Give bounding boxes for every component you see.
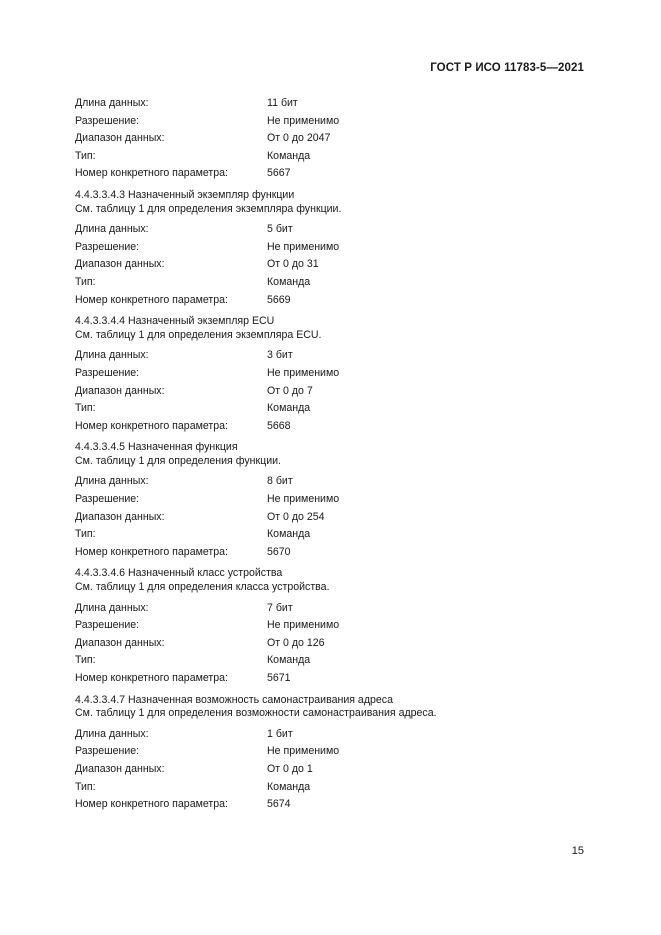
section-heading: 4.4.3.3.4.5 Назначенная функция xyxy=(75,441,238,454)
row-label: Разрешение: xyxy=(75,240,140,253)
parameter-section xyxy=(75,315,595,435)
row-value: 1 бит xyxy=(267,727,293,740)
row-label: Разрешение: xyxy=(75,366,140,379)
table-row xyxy=(75,617,595,635)
parameter-section xyxy=(75,694,595,814)
row-value: 11 бит xyxy=(267,97,298,109)
section-heading: 4.4.3.3.4.6 Назначенный класс устройства xyxy=(75,567,283,580)
row-value: От 0 до 7 xyxy=(267,384,313,397)
table-row xyxy=(75,670,595,688)
page-number: 15 xyxy=(571,845,584,857)
row-label: Разрешение: xyxy=(75,619,140,632)
row-value: Команда xyxy=(267,402,311,415)
section-heading: 4.4.3.3.4.3 Назначенный экземпляр функции xyxy=(75,188,295,201)
row-label: Номер конкретного параметра: xyxy=(75,167,228,180)
table-row xyxy=(75,473,595,491)
table-row xyxy=(75,509,595,527)
table-row xyxy=(75,347,595,365)
parameter-section xyxy=(75,189,595,309)
row-label: Тип: xyxy=(75,528,96,541)
parameter-section xyxy=(75,441,595,561)
row-label: Разрешение: xyxy=(75,493,140,506)
row-label: Диапазон данных: xyxy=(75,132,165,145)
row-value: 5667 xyxy=(267,167,291,180)
table-row xyxy=(75,796,595,814)
table-row xyxy=(75,526,595,544)
row-value: Команда xyxy=(267,275,311,288)
row-label: Диапазон данных: xyxy=(75,510,165,523)
table-row xyxy=(75,726,595,744)
row-label: Диапазон данных: xyxy=(75,636,165,649)
row-value: 5 бит xyxy=(267,223,293,236)
row-value: 7 бит xyxy=(267,601,293,614)
table-row xyxy=(75,239,595,257)
parameter-table xyxy=(75,95,595,183)
row-label: Диапазон данных: xyxy=(75,762,165,775)
row-value: 5674 xyxy=(267,798,291,811)
row-label: Тип: xyxy=(75,654,96,667)
section-description: См. таблицу 1 для определения функции. xyxy=(75,454,281,467)
section-description: См. таблицу 1 для определения экземпляра ECU. xyxy=(75,328,322,341)
row-label: Диапазон данных: xyxy=(75,384,165,397)
row-label: Тип: xyxy=(75,149,96,162)
row-label: Тип: xyxy=(75,402,96,415)
row-label: Длина данных: xyxy=(75,727,149,740)
table-row xyxy=(75,113,595,131)
row-value: От 0 до 126 xyxy=(267,636,325,649)
row-value: Не применимо xyxy=(267,114,340,127)
table-row xyxy=(75,635,595,653)
row-label: Тип: xyxy=(75,275,96,288)
table-row xyxy=(75,779,595,797)
table-row xyxy=(75,761,595,779)
row-value: От 0 до 254 xyxy=(267,510,325,523)
document-code: ГОСТ Р ИСО 11783-5—2021 xyxy=(430,62,584,74)
row-value: От 0 до 2047 xyxy=(267,132,331,145)
section-description: См. таблицу 1 для определения возможности самонастраивания адреса. xyxy=(75,707,437,720)
table-row xyxy=(75,148,595,166)
table-row xyxy=(75,743,595,761)
table-row xyxy=(75,256,595,274)
table-row xyxy=(75,600,595,618)
table-row xyxy=(75,383,595,401)
page-content xyxy=(75,95,595,814)
row-label: Номер конкретного параметра: xyxy=(75,672,228,684)
row-label: Длина данных: xyxy=(75,223,149,236)
table-row xyxy=(75,130,595,148)
row-label: Длина данных: xyxy=(75,601,149,614)
table-row xyxy=(75,400,595,418)
row-value: Не применимо xyxy=(267,619,340,632)
table-row xyxy=(75,418,595,436)
row-value: 5669 xyxy=(267,293,291,306)
row-value: Команда xyxy=(267,149,311,162)
row-label: Номер конкретного параметра: xyxy=(75,545,228,558)
row-value: Команда xyxy=(267,654,311,667)
row-value: От 0 до 31 xyxy=(267,258,319,271)
table-row xyxy=(75,544,595,562)
row-label: Разрешение: xyxy=(75,745,140,758)
row-label: Номер конкретного параметра: xyxy=(75,419,228,432)
row-value: Не применимо xyxy=(267,366,340,379)
table-row xyxy=(75,365,595,383)
row-value: 8 бит xyxy=(267,475,293,488)
table-row xyxy=(75,292,595,310)
row-label: Длина данных: xyxy=(75,475,149,488)
table-row xyxy=(75,652,595,670)
table-row xyxy=(75,165,595,183)
row-value: 3 бит xyxy=(267,349,293,362)
row-label: Длина данных: xyxy=(75,97,149,109)
table-row xyxy=(75,491,595,509)
section-description: См. таблицу 1 для определения экземпляра функции. xyxy=(75,202,342,215)
row-label: Номер конкретного параметра: xyxy=(75,798,228,811)
row-value: 5670 xyxy=(267,545,291,558)
section-heading: 4.4.3.3.4.7 Назначенная возможность самонастраивания адреса xyxy=(75,693,393,706)
section-description: См. таблицу 1 для определения класса устройства. xyxy=(75,581,330,594)
row-value: Не применимо xyxy=(267,493,340,506)
row-value: 5671 xyxy=(267,672,291,684)
row-value: Не применимо xyxy=(267,240,340,253)
row-value: От 0 до 1 xyxy=(267,762,313,775)
row-label: Разрешение: xyxy=(75,114,140,127)
parameter-section xyxy=(75,567,595,687)
row-value: Не применимо xyxy=(267,745,340,758)
row-value: 5668 xyxy=(267,419,291,432)
table-row xyxy=(75,274,595,292)
row-value: Команда xyxy=(267,528,311,541)
row-label: Длина данных: xyxy=(75,349,149,362)
row-label: Диапазон данных: xyxy=(75,258,165,271)
row-value: Команда xyxy=(267,780,311,793)
table-row xyxy=(75,95,595,113)
row-label: Тип: xyxy=(75,780,96,793)
table-row xyxy=(75,221,595,239)
section-heading: 4.4.3.3.4.4 Назначенный экземпляр ECU xyxy=(75,315,275,328)
row-label: Номер конкретного параметра: xyxy=(75,293,228,306)
